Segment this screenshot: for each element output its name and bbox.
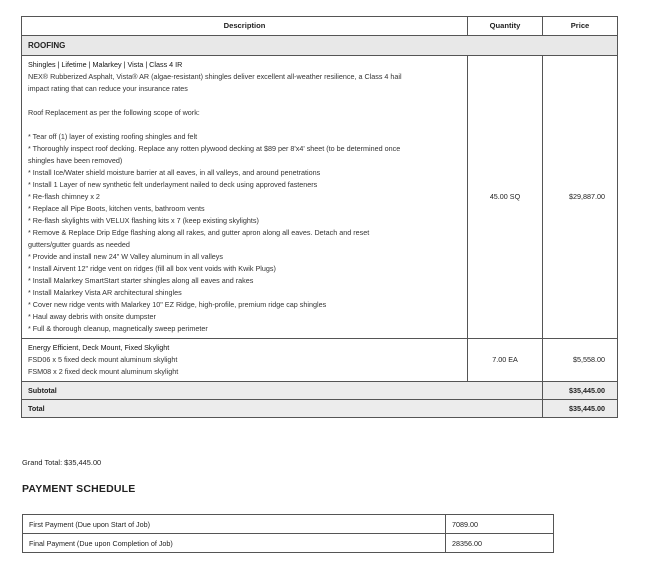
table-header-row xyxy=(22,17,618,36)
subtotal-label: Subtotal xyxy=(22,382,543,400)
item-detail-line: * Install Ice/Water shield moisture barrier at all eaves, in all valleys, and around penetrations xyxy=(28,168,321,177)
header-quantity: Quantity xyxy=(468,17,543,36)
item-price: $5,558.00 xyxy=(543,339,618,382)
item-detail-line: shingles have been removed) xyxy=(28,156,123,165)
item-quantity: 7.00 EA xyxy=(468,339,543,382)
item-detail-line: * Haul away debris with onsite dumpster xyxy=(28,312,156,321)
item-detail-line: * Tear off (1) layer of existing roofing shingles and felt xyxy=(28,132,198,141)
payment-schedule-title: PAYMENT SCHEDULE xyxy=(22,483,136,495)
item-detail-lines xyxy=(28,71,461,335)
item-detail-line: impact rating that can reduce your insurance rates xyxy=(28,84,188,93)
subtotal-row xyxy=(22,382,618,400)
item-quantity: 45.00 SQ xyxy=(468,56,543,339)
total-value: $35,445.00 xyxy=(543,400,618,418)
item-detail-line: FSD06 x 5 fixed deck mount aluminum skylight xyxy=(28,355,178,364)
item-detail-line xyxy=(28,119,461,131)
section-title: ROOFING xyxy=(22,36,618,56)
item-detail-line: * Full & thorough cleanup, magnetically sweep perimeter xyxy=(28,324,208,333)
payment-schedule-table xyxy=(22,514,554,553)
item-description xyxy=(22,56,468,339)
item-title: Shingles | Lifetime | Malarkey | Vista | Class 4 IR xyxy=(28,60,183,69)
grand-total: Grand Total: $35,445.00 xyxy=(22,458,102,467)
item-detail-line: Roof Replacement as per the following scope of work: xyxy=(28,108,200,117)
total-label: Total xyxy=(22,400,543,418)
total-row xyxy=(22,400,618,418)
item-detail-line: * Thoroughly inspect roof decking. Replace any rotten plywood decking at $89 per 8'x4' sheet (to be determined once xyxy=(28,144,401,153)
payment-amount: 28356.00 xyxy=(446,534,554,553)
item-detail-line: NEX® Rubberized Asphalt, Vista® AR (algae-resistant) shingles deliver excellent all-weather resilience, a Class 4 hail xyxy=(28,72,402,81)
item-detail-line: * Remove & Replace Drip Edge flashing along all rakes, and gutter apron along all eaves. Detach and reset xyxy=(28,228,370,237)
payment-amount: 7089.00 xyxy=(446,515,554,534)
item-detail-line: * Replace all Pipe Boots, kitchen vents, bathroom vents xyxy=(28,204,205,213)
section-row xyxy=(22,36,618,56)
quote-table xyxy=(21,16,618,418)
item-detail-line: FSM08 x 2 fixed deck mount aluminum skylight xyxy=(28,367,179,376)
item-detail-lines xyxy=(28,354,461,378)
item-detail-line: * Install Malarkey SmartStart starter shingles along all eaves and rakes xyxy=(28,276,254,285)
payment-label: First Payment (Due upon Start of Job) xyxy=(23,515,446,534)
payment-row xyxy=(23,534,554,553)
item-detail-line xyxy=(28,95,461,107)
header-price: Price xyxy=(543,17,618,36)
item-detail-line: * Install Malarkey Vista AR architectural shingles xyxy=(28,288,182,297)
item-title: Energy Efficient, Deck Mount, Fixed Skylight xyxy=(28,343,170,352)
item-detail-line: * Re-flash skylights with VELUX flashing kits x 7 (keep existing skylights) xyxy=(28,216,259,225)
item-detail-line: gutters/gutter guards as needed xyxy=(28,240,130,249)
item-detail-line: * Install Airvent 12" ridge vent on ridges (fill all box vent voids with Kwik Plugs) xyxy=(28,264,276,273)
header-description: Description xyxy=(22,17,468,36)
item-detail-line: * Provide and install new 24" W Valley aluminum in all valleys xyxy=(28,252,223,261)
item-price: $29,887.00 xyxy=(543,56,618,339)
subtotal-value: $35,445.00 xyxy=(543,382,618,400)
payment-row xyxy=(23,515,554,534)
line-item-skylight xyxy=(22,339,618,382)
payment-label: Final Payment (Due upon Completion of Job) xyxy=(23,534,446,553)
item-detail-line: * Re-flash chimney x 2 xyxy=(28,192,100,201)
item-description xyxy=(22,339,468,382)
line-item-shingles xyxy=(22,56,618,339)
item-detail-line: * Cover new ridge vents with Malarkey 10" EZ Ridge, high-profile, premium ridge cap shingles xyxy=(28,300,327,309)
item-detail-line: * Install 1 Layer of new synthetic felt underlayment nailed to deck using approved fasteners xyxy=(28,180,318,189)
